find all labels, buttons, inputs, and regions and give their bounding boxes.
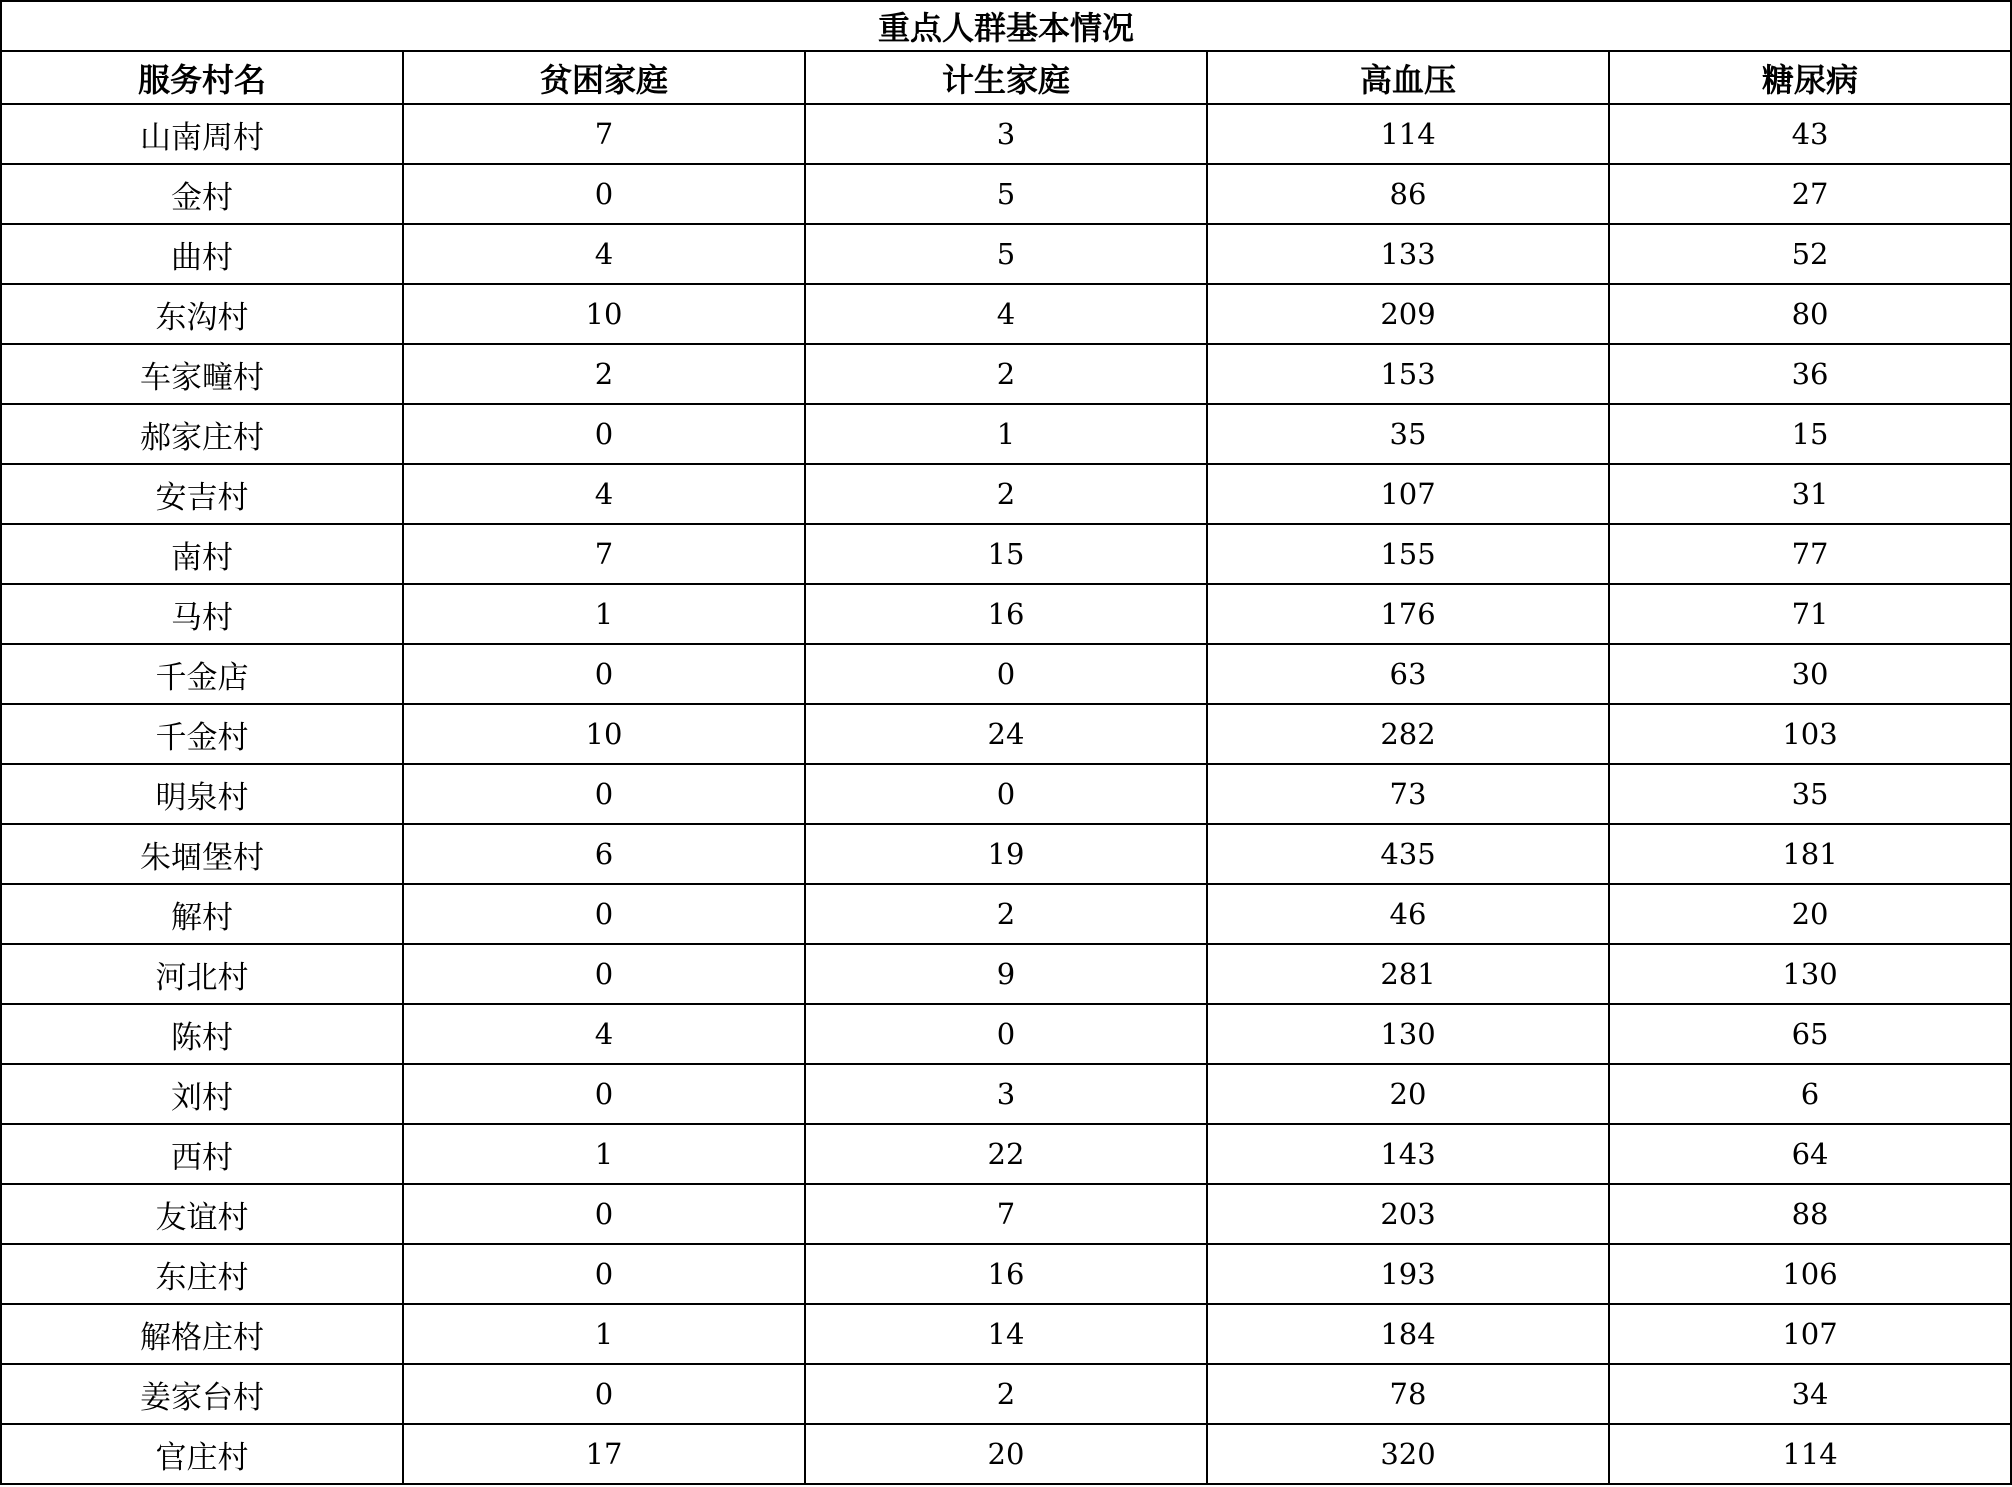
poor-families-cell[interactable]: 7 <box>403 524 805 584</box>
poor-families-cell[interactable]: 6 <box>403 824 805 884</box>
table-row <box>1 764 2011 824</box>
hypertension-cell[interactable]: 176 <box>1207 584 1609 644</box>
village-name-cell[interactable]: 南村 <box>1 524 403 584</box>
village-name-cell[interactable]: 郝家庄村 <box>1 404 403 464</box>
table-row <box>1 284 2011 344</box>
hypertension-cell[interactable]: 153 <box>1207 344 1609 404</box>
hypertension-cell[interactable]: 209 <box>1207 284 1609 344</box>
family-planning-cell[interactable]: 0 <box>805 1004 1207 1064</box>
family-planning-cell[interactable]: 3 <box>805 104 1207 164</box>
family-planning-cell[interactable]: 9 <box>805 944 1207 1004</box>
village-name-cell[interactable]: 东沟村 <box>1 284 403 344</box>
hypertension-cell[interactable]: 63 <box>1207 644 1609 704</box>
table-row <box>1 704 2011 764</box>
village-name-cell[interactable]: 解村 <box>1 884 403 944</box>
family-planning-cell[interactable]: 20 <box>805 1424 1207 1484</box>
family-planning-cell[interactable]: 2 <box>805 344 1207 404</box>
title-row <box>1 1 2011 51</box>
diabetes-cell[interactable]: 114 <box>1609 1424 2011 1484</box>
diabetes-cell[interactable]: 31 <box>1609 464 2011 524</box>
family-planning-cell[interactable]: 3 <box>805 1064 1207 1124</box>
hypertension-cell[interactable]: 193 <box>1207 1244 1609 1304</box>
column-header-family-planning[interactable]: 计生家庭 <box>805 51 1207 104</box>
column-header-hypertension[interactable]: 高血压 <box>1207 51 1609 104</box>
poor-families-cell[interactable]: 0 <box>403 1364 805 1424</box>
hypertension-cell[interactable]: 107 <box>1207 464 1609 524</box>
diabetes-cell[interactable]: 15 <box>1609 404 2011 464</box>
hypertension-cell[interactable]: 143 <box>1207 1124 1609 1184</box>
table-row <box>1 1304 2011 1364</box>
hypertension-cell[interactable]: 320 <box>1207 1424 1609 1484</box>
village-name-cell[interactable]: 马村 <box>1 584 403 644</box>
diabetes-cell[interactable]: 35 <box>1609 764 2011 824</box>
hypertension-cell[interactable]: 73 <box>1207 764 1609 824</box>
hypertension-cell[interactable]: 20 <box>1207 1064 1609 1124</box>
village-name-cell[interactable]: 陈村 <box>1 1004 403 1064</box>
hypertension-cell[interactable]: 184 <box>1207 1304 1609 1364</box>
family-planning-cell[interactable]: 4 <box>805 284 1207 344</box>
table-row <box>1 1124 2011 1184</box>
poor-families-cell[interactable]: 0 <box>403 404 805 464</box>
poor-families-cell[interactable]: 1 <box>403 1124 805 1184</box>
family-planning-cell[interactable]: 19 <box>805 824 1207 884</box>
hypertension-cell[interactable]: 133 <box>1207 224 1609 284</box>
table-row <box>1 824 2011 884</box>
village-name-cell[interactable]: 官庄村 <box>1 1424 403 1484</box>
table-title[interactable]: 重点人群基本情况 <box>1 1 2011 51</box>
table-row <box>1 344 2011 404</box>
diabetes-cell[interactable]: 27 <box>1609 164 2011 224</box>
family-planning-cell[interactable]: 0 <box>805 644 1207 704</box>
diabetes-cell[interactable]: 43 <box>1609 104 2011 164</box>
table-row <box>1 164 2011 224</box>
hypertension-cell[interactable]: 35 <box>1207 404 1609 464</box>
table-row <box>1 524 2011 584</box>
header-row <box>1 51 2011 104</box>
family-planning-cell[interactable]: 22 <box>805 1124 1207 1184</box>
table-row <box>1 1424 2011 1484</box>
hypertension-cell[interactable]: 203 <box>1207 1184 1609 1244</box>
diabetes-cell[interactable]: 52 <box>1609 224 2011 284</box>
table-row <box>1 464 2011 524</box>
village-name-cell[interactable]: 山南周村 <box>1 104 403 164</box>
table-row <box>1 1244 2011 1304</box>
hypertension-cell[interactable]: 130 <box>1207 1004 1609 1064</box>
hypertension-cell[interactable]: 78 <box>1207 1364 1609 1424</box>
family-planning-cell[interactable]: 16 <box>805 1244 1207 1304</box>
village-name-cell[interactable]: 刘村 <box>1 1064 403 1124</box>
table-row <box>1 104 2011 164</box>
poor-families-cell[interactable]: 0 <box>403 164 805 224</box>
poor-families-cell[interactable]: 4 <box>403 1004 805 1064</box>
poor-families-cell[interactable]: 4 <box>403 224 805 284</box>
table-row <box>1 224 2011 284</box>
family-planning-cell[interactable]: 16 <box>805 584 1207 644</box>
family-planning-cell[interactable]: 5 <box>805 224 1207 284</box>
village-name-cell[interactable]: 千金村 <box>1 704 403 764</box>
diabetes-cell[interactable]: 20 <box>1609 884 2011 944</box>
poor-families-cell[interactable]: 0 <box>403 764 805 824</box>
diabetes-cell[interactable]: 36 <box>1609 344 2011 404</box>
village-name-cell[interactable]: 曲村 <box>1 224 403 284</box>
family-planning-cell[interactable]: 1 <box>805 404 1207 464</box>
diabetes-cell[interactable]: 80 <box>1609 284 2011 344</box>
table-row <box>1 944 2011 1004</box>
poor-families-cell[interactable]: 0 <box>403 1184 805 1244</box>
diabetes-cell[interactable]: 30 <box>1609 644 2011 704</box>
diabetes-cell[interactable]: 106 <box>1609 1244 2011 1304</box>
poor-families-cell[interactable]: 0 <box>403 944 805 1004</box>
table-row <box>1 404 2011 464</box>
table-row <box>1 644 2011 704</box>
family-planning-cell[interactable]: 15 <box>805 524 1207 584</box>
diabetes-cell[interactable]: 71 <box>1609 584 2011 644</box>
table-body <box>1 104 2011 1484</box>
hypertension-cell[interactable]: 282 <box>1207 704 1609 764</box>
poor-families-cell[interactable]: 0 <box>403 1244 805 1304</box>
table-row <box>1 1184 2011 1244</box>
diabetes-cell[interactable]: 88 <box>1609 1184 2011 1244</box>
diabetes-cell[interactable]: 107 <box>1609 1304 2011 1364</box>
village-name-cell[interactable]: 朱堌堡村 <box>1 824 403 884</box>
poor-families-cell[interactable]: 0 <box>403 644 805 704</box>
village-name-cell[interactable]: 东庄村 <box>1 1244 403 1304</box>
poor-families-cell[interactable]: 4 <box>403 464 805 524</box>
poor-families-cell[interactable]: 10 <box>403 704 805 764</box>
column-header-poor-families[interactable]: 贫困家庭 <box>403 51 805 104</box>
hypertension-cell[interactable]: 86 <box>1207 164 1609 224</box>
column-header-diabetes[interactable]: 糖尿病 <box>1609 51 2011 104</box>
hypertension-cell[interactable]: 155 <box>1207 524 1609 584</box>
family-planning-cell[interactable]: 2 <box>805 1364 1207 1424</box>
table-row <box>1 584 2011 644</box>
poor-families-cell[interactable]: 2 <box>403 344 805 404</box>
table-row <box>1 1064 2011 1124</box>
village-name-cell[interactable]: 姜家台村 <box>1 1364 403 1424</box>
table-row <box>1 1004 2011 1064</box>
village-name-cell[interactable]: 车家疃村 <box>1 344 403 404</box>
hypertension-cell[interactable]: 46 <box>1207 884 1609 944</box>
poor-families-cell[interactable]: 1 <box>403 1304 805 1364</box>
poor-families-cell[interactable]: 1 <box>403 584 805 644</box>
poor-families-cell[interactable]: 17 <box>403 1424 805 1484</box>
diabetes-cell[interactable]: 6 <box>1609 1064 2011 1124</box>
poor-families-cell[interactable]: 7 <box>403 104 805 164</box>
column-header-village[interactable]: 服务村名 <box>1 51 403 104</box>
hypertension-cell[interactable]: 281 <box>1207 944 1609 1004</box>
village-name-cell[interactable]: 西村 <box>1 1124 403 1184</box>
diabetes-cell[interactable]: 77 <box>1609 524 2011 584</box>
diabetes-cell[interactable]: 34 <box>1609 1364 2011 1424</box>
hypertension-cell[interactable]: 114 <box>1207 104 1609 164</box>
family-planning-cell[interactable]: 24 <box>805 704 1207 764</box>
family-planning-cell[interactable]: 14 <box>805 1304 1207 1364</box>
table-row <box>1 1364 2011 1424</box>
village-name-cell[interactable]: 解格庄村 <box>1 1304 403 1364</box>
family-planning-cell[interactable]: 0 <box>805 764 1207 824</box>
village-name-cell[interactable]: 河北村 <box>1 944 403 1004</box>
diabetes-cell[interactable]: 64 <box>1609 1124 2011 1184</box>
family-planning-cell[interactable]: 7 <box>805 1184 1207 1244</box>
family-planning-cell[interactable]: 2 <box>805 884 1207 944</box>
poor-families-cell[interactable]: 10 <box>403 284 805 344</box>
table-row <box>1 884 2011 944</box>
diabetes-cell[interactable]: 65 <box>1609 1004 2011 1064</box>
diabetes-cell[interactable]: 130 <box>1609 944 2011 1004</box>
poor-families-cell[interactable]: 0 <box>403 1064 805 1124</box>
village-name-cell[interactable]: 安吉村 <box>1 464 403 524</box>
village-name-cell[interactable]: 友谊村 <box>1 1184 403 1244</box>
family-planning-cell[interactable]: 5 <box>805 164 1207 224</box>
family-planning-cell[interactable]: 2 <box>805 464 1207 524</box>
village-name-cell[interactable]: 明泉村 <box>1 764 403 824</box>
village-name-cell[interactable]: 千金店 <box>1 644 403 704</box>
diabetes-cell[interactable]: 181 <box>1609 824 2011 884</box>
hypertension-cell[interactable]: 435 <box>1207 824 1609 884</box>
village-name-cell[interactable]: 金村 <box>1 164 403 224</box>
diabetes-cell[interactable]: 103 <box>1609 704 2011 764</box>
poor-families-cell[interactable]: 0 <box>403 884 805 944</box>
